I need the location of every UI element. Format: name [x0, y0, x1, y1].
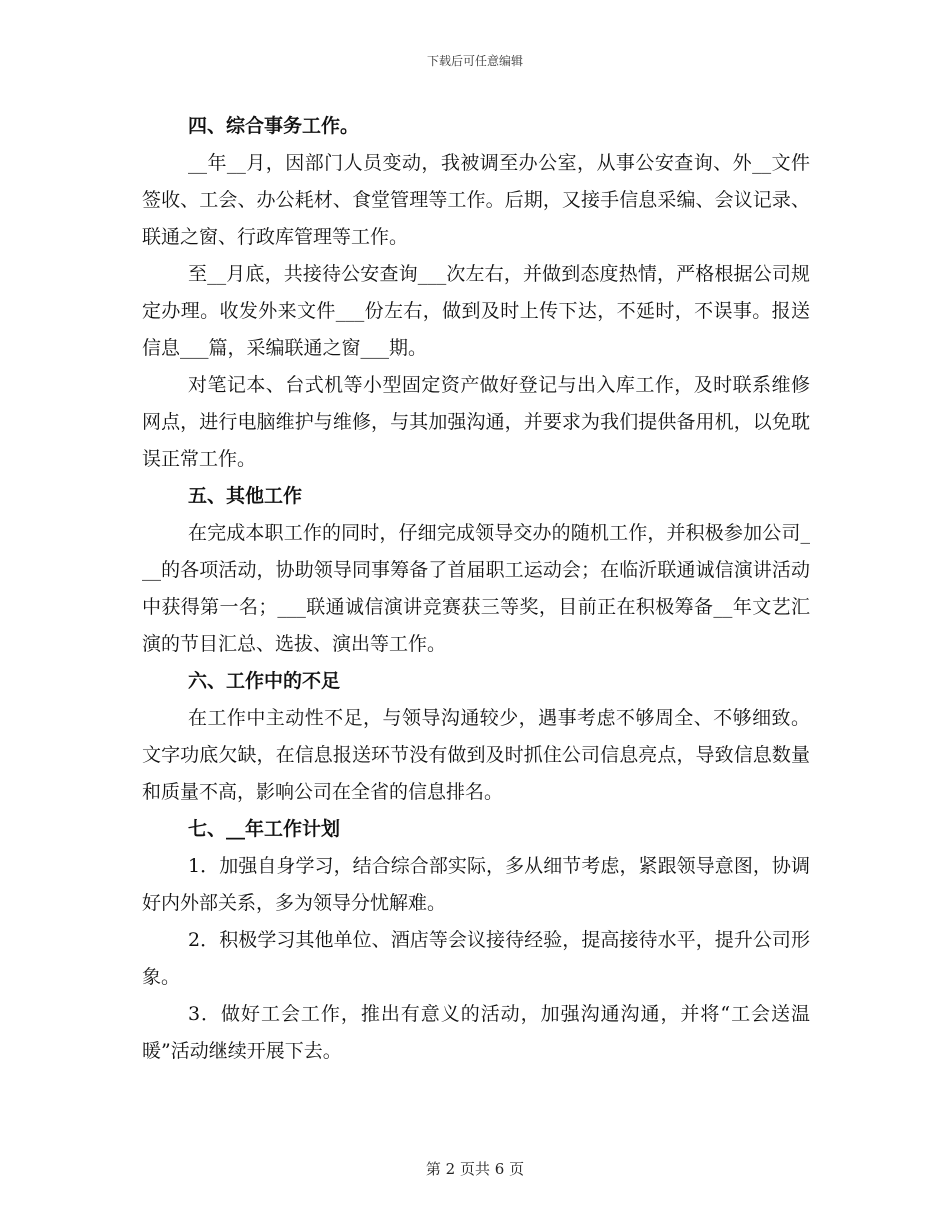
section-5	[142, 478, 810, 663]
section-heading: 七、__年工作计划	[188, 818, 341, 840]
section-7	[142, 811, 810, 1070]
paragraph: 2．积极学习其他单位、酒店等会议接待经验，提高接待水平，提升公司形象。	[142, 929, 810, 988]
paragraph: 1．加强自身学习，结合综合部实际，多从细节考虑，紧跟领导意图，协调好内外部关系，多为领导分忧解难。	[142, 855, 810, 914]
section-heading: 五、其他工作	[188, 485, 303, 507]
paragraph: 在工作中主动性不足，与领导沟通较少，遇事考虑不够周全、不够细致。文字功底欠缺，在信息报送环节没有做到及时抓住公司信息亮点，导致信息数量和质量不高，影响公司在全省的信息排名。	[142, 707, 810, 803]
section-heading: 六、工作中的不足	[188, 670, 341, 692]
document-body	[142, 108, 810, 1070]
paragraph: 在完成本职工作的同时，仔细完成领导交办的随机工作，并积极参加公司___的各项活动，协助领导同事筹备了首届职工运动会；在临沂联通诚信演讲活动中获得第一名；___联通诚信演讲竞赛获三等奖，目前正在积极筹备__年文艺汇演的节目汇总、选拔、演出等工作。	[142, 522, 810, 655]
page-number: 第 2 页共 6 页	[425, 1160, 525, 1178]
page-header: 下载后可任意编辑	[426, 54, 523, 68]
section-4	[142, 108, 810, 478]
paragraph: 对笔记本、台式机等小型固定资产做好登记与出入库工作，及时联系维修网点，进行电脑维护与维修，与其加强沟通，并要求为我们提供备用机，以免耽误正常工作。	[142, 374, 810, 470]
paragraph: 3．做好工会工作，推出有意义的活动，加强沟通沟通，并将“工会送温暖”活动继续开展下去。	[142, 1003, 810, 1062]
paragraph: 至__月底，共接待公安查询___次左右，并做到态度热情，严格根据公司规定办理。收发外来文件___份左右，做到及时上传下达，不延时，不误事。报送信息___篇，采编联通之窗___期。	[142, 263, 810, 359]
section-6	[142, 663, 810, 811]
paragraph: __年__月，因部门人员变动，我被调至办公室，从事公安查询、外__文件签收、工会、办公耗材、食堂管理等工作。后期，又接手信息采编、会议记录、联通之窗、行政库管理等工作。	[142, 152, 810, 248]
section-heading: 四、综合事务工作。	[188, 115, 360, 137]
